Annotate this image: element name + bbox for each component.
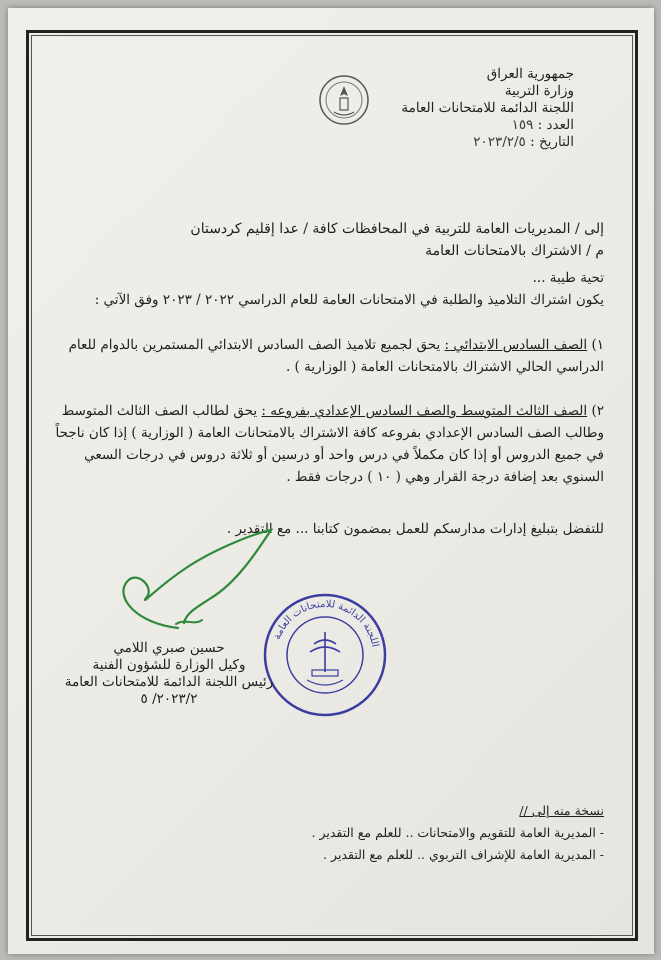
reference-number: العدد : ١٥٩	[511, 117, 574, 133]
item-1-number: ١)	[591, 337, 604, 353]
signatory-date: ٢٠٢٣/٢/ ٥	[140, 691, 198, 707]
ministry-name: وزارة التربية	[504, 83, 574, 99]
copies-block	[312, 800, 604, 866]
document-sheet	[8, 8, 654, 954]
item-2-heading: الصف الثالث المتوسط والصف السادس الإعدادي بفروعه :	[261, 403, 588, 419]
country-name: جمهورية العراق	[486, 66, 574, 82]
greeting: تحية طيبة ...	[532, 270, 604, 286]
document-date: التاريخ : ٢٠٢٣/٢/٥	[473, 134, 574, 150]
intro-paragraph: يكون اشتراك التلاميذ والطلبة في الامتحانات العامة للعام الدراسي ٢٠٢٢ / ٢٠٢٣ وفق الآتي :	[94, 292, 604, 308]
addressee-block	[190, 218, 604, 262]
item-2-number: ٢)	[591, 403, 604, 419]
copy-recipient: - المديرية العامة للإشراف التربوي .. للعلم مع التقدير .	[323, 847, 604, 862]
item-1-text: يحق لجميع تلاميذ الصف السادس الابتدائي المستمرين بالدوام للعام الدراسي الحالي الاشتراك بالامتحانات العامة ( الوزارية ) .	[68, 337, 604, 375]
signatory-committee-title: رئيس اللجنة الدائمة للامتحانات العامة	[64, 674, 274, 690]
stamp-ring-text: اللجنة الدائمة للامتحانات العامة	[271, 598, 381, 649]
signatory-title: وكيل الوزارة للشؤون الفنية	[92, 657, 246, 673]
handwritten-signature	[116, 528, 276, 633]
copies-label: نسخة منه إلى //	[519, 803, 604, 818]
committee-name: اللجنة الدائمة للامتحانات العامة	[401, 100, 574, 116]
official-stamp	[262, 592, 388, 718]
item-1	[56, 334, 604, 378]
item-2	[44, 400, 604, 488]
item-1-heading: الصف السادس الابتدائي :	[444, 337, 588, 353]
item-2-text: يحق لطالب الصف الثالث المتوسط وطالب الصف السادس الإعدادي بفروعه كافة الاشتراك بالامتحانات العامة ( الوزارية ) إذا كان ناجحاً في جميع الدروس أو إذا كان مكملاً في درس واحد أو درسين أو ثلاثة دروس في درجات السعي السنوي بعد إضافة درجة القرار وهي ( ١٠ ) درجات فقط .	[55, 403, 604, 485]
signatory-block	[59, 640, 279, 708]
signatory-name: حسين صبري اللامي	[113, 640, 225, 656]
closing-line: للتفضل بتبليغ إدارات مدارسكم للعمل بمضمون كتابنا ... مع التقدير .	[226, 521, 604, 537]
copy-recipient: - المديرية العامة للتقويم والامتحانات .. للعلم مع التقدير .	[311, 825, 604, 840]
letterhead	[334, 66, 574, 151]
subject-line: م / الاشتراك بالامتحانات العامة	[425, 243, 604, 259]
addressee-line: إلى / المديريات العامة للتربية في المحافظات كافة / عدا إقليم كردستان	[190, 221, 604, 237]
